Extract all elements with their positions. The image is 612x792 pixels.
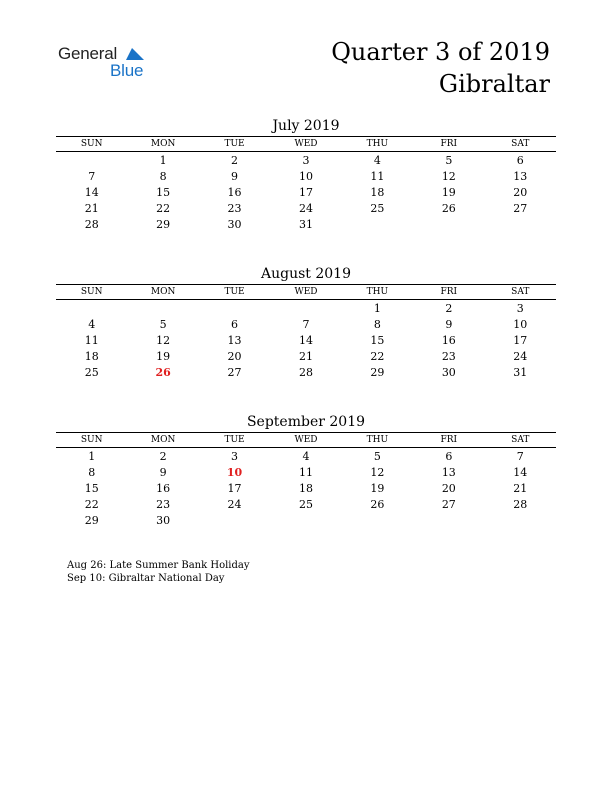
day-cell: 28 bbox=[298, 365, 313, 379]
weekday-header: TUE bbox=[199, 285, 270, 300]
day-cell: 22 bbox=[370, 349, 385, 363]
weekday-header-row bbox=[56, 285, 556, 300]
day-cell: 26 bbox=[370, 497, 385, 511]
day-cell: 29 bbox=[84, 513, 99, 527]
holiday-day-cell: 26 bbox=[155, 365, 171, 379]
weekday-header-row bbox=[56, 433, 556, 448]
holiday-notes bbox=[67, 559, 250, 585]
weekday-header: SUN bbox=[56, 433, 127, 448]
day-cell: 5 bbox=[159, 317, 167, 331]
day-cell: 3 bbox=[516, 301, 524, 315]
day-cell: 11 bbox=[84, 333, 99, 347]
day-cell: 14 bbox=[84, 185, 99, 199]
day-cell: 16 bbox=[227, 185, 242, 199]
day-cell: 10 bbox=[513, 317, 528, 331]
day-cell: 30 bbox=[441, 365, 456, 379]
day-cell: 23 bbox=[156, 497, 171, 511]
month-august bbox=[56, 264, 556, 380]
day-cell: 12 bbox=[441, 169, 456, 183]
day-cell: 6 bbox=[516, 153, 524, 167]
week-row bbox=[56, 200, 556, 216]
week-row bbox=[56, 512, 556, 528]
day-cell: 1 bbox=[88, 449, 96, 463]
day-cell: 29 bbox=[156, 217, 171, 231]
logo-text-blue: Blue bbox=[110, 61, 144, 80]
weekday-header: WED bbox=[270, 285, 341, 300]
day-cell: 16 bbox=[441, 333, 456, 347]
day-cell: 7 bbox=[516, 449, 524, 463]
day-cell: 25 bbox=[298, 497, 313, 511]
empty-day-cell bbox=[342, 512, 413, 528]
day-cell: 22 bbox=[156, 201, 171, 215]
day-cell: 21 bbox=[84, 201, 99, 215]
empty-day-cell bbox=[199, 300, 270, 317]
empty-day-cell bbox=[199, 512, 270, 528]
day-cell: 20 bbox=[227, 349, 242, 363]
day-cell: 15 bbox=[156, 185, 171, 199]
empty-day-cell bbox=[127, 300, 198, 317]
weekday-header: THU bbox=[342, 433, 413, 448]
weekday-header: TUE bbox=[199, 137, 270, 152]
weekday-header: FRI bbox=[413, 285, 484, 300]
weekday-header: THU bbox=[342, 285, 413, 300]
day-cell: 25 bbox=[84, 365, 99, 379]
day-cell: 17 bbox=[298, 185, 313, 199]
day-cell: 17 bbox=[227, 481, 242, 495]
day-cell: 11 bbox=[298, 465, 313, 479]
day-cell: 18 bbox=[84, 349, 99, 363]
day-cell: 23 bbox=[441, 349, 456, 363]
week-row bbox=[56, 152, 556, 169]
weekday-header: MON bbox=[127, 137, 198, 152]
holiday-note: Sep 10: Gibraltar National Day bbox=[67, 573, 225, 584]
empty-day-cell bbox=[56, 300, 127, 317]
day-cell: 15 bbox=[84, 481, 99, 495]
day-cell: 14 bbox=[513, 465, 528, 479]
week-row bbox=[56, 496, 556, 512]
day-cell: 9 bbox=[231, 169, 239, 183]
day-cell: 7 bbox=[302, 317, 310, 331]
day-cell: 20 bbox=[441, 481, 456, 495]
week-row bbox=[56, 216, 556, 232]
day-cell: 30 bbox=[156, 513, 171, 527]
logo-triangle-icon bbox=[122, 46, 146, 62]
day-cell: 8 bbox=[159, 169, 167, 183]
day-cell: 7 bbox=[88, 169, 96, 183]
weekday-header: MON bbox=[127, 285, 198, 300]
day-cell: 5 bbox=[445, 153, 453, 167]
country-title: Gibraltar bbox=[438, 70, 550, 98]
weekday-header: SAT bbox=[485, 285, 556, 300]
calendar-grid bbox=[56, 136, 556, 232]
weekday-header: SUN bbox=[56, 137, 127, 152]
day-cell: 4 bbox=[88, 317, 96, 331]
day-cell: 13 bbox=[227, 333, 242, 347]
day-cell: 21 bbox=[513, 481, 528, 495]
day-cell: 24 bbox=[298, 201, 313, 215]
weekday-header: MON bbox=[127, 433, 198, 448]
day-cell: 13 bbox=[441, 465, 456, 479]
weekday-header: WED bbox=[270, 137, 341, 152]
day-cell: 31 bbox=[298, 217, 313, 231]
day-cell: 8 bbox=[88, 465, 96, 479]
day-cell: 30 bbox=[227, 217, 242, 231]
weekday-header: SAT bbox=[485, 433, 556, 448]
calendar-grid bbox=[56, 432, 556, 528]
day-cell: 27 bbox=[513, 201, 528, 215]
empty-day-cell bbox=[413, 216, 484, 232]
day-cell: 4 bbox=[373, 153, 381, 167]
day-cell: 5 bbox=[373, 449, 381, 463]
day-cell: 25 bbox=[370, 201, 385, 215]
weekday-header: WED bbox=[270, 433, 341, 448]
generalblue-logo bbox=[58, 44, 158, 84]
month-title: September 2019 bbox=[246, 414, 366, 430]
day-cell: 19 bbox=[370, 481, 385, 495]
empty-day-cell bbox=[270, 512, 341, 528]
day-cell: 1 bbox=[159, 153, 167, 167]
day-cell: 21 bbox=[298, 349, 313, 363]
day-cell: 28 bbox=[84, 217, 99, 231]
week-row bbox=[56, 464, 556, 480]
weekday-header: SAT bbox=[485, 137, 556, 152]
day-cell: 2 bbox=[231, 153, 239, 167]
day-cell: 24 bbox=[227, 497, 242, 511]
calendar-grid bbox=[56, 284, 556, 380]
day-cell: 13 bbox=[513, 169, 528, 183]
month-september bbox=[56, 412, 556, 528]
day-cell: 6 bbox=[231, 317, 239, 331]
day-cell: 8 bbox=[373, 317, 381, 331]
weekday-header-row bbox=[56, 137, 556, 152]
day-cell: 19 bbox=[441, 185, 456, 199]
page-title bbox=[331, 36, 550, 100]
week-row bbox=[56, 168, 556, 184]
day-cell: 4 bbox=[302, 449, 310, 463]
weekday-header: SUN bbox=[56, 285, 127, 300]
day-cell: 14 bbox=[298, 333, 313, 347]
empty-day-cell bbox=[413, 512, 484, 528]
day-cell: 18 bbox=[370, 185, 385, 199]
day-cell: 26 bbox=[441, 201, 456, 215]
week-row bbox=[56, 348, 556, 364]
day-cell: 1 bbox=[373, 301, 381, 315]
day-cell: 3 bbox=[231, 449, 239, 463]
day-cell: 12 bbox=[156, 333, 171, 347]
day-cell: 27 bbox=[441, 497, 456, 511]
day-cell: 19 bbox=[156, 349, 171, 363]
day-cell: 24 bbox=[513, 349, 528, 363]
logo-text-general: General bbox=[58, 44, 118, 63]
day-cell: 17 bbox=[513, 333, 528, 347]
quarter-title: Quarter 3 of 2019 bbox=[331, 38, 550, 66]
weekday-header: THU bbox=[342, 137, 413, 152]
empty-day-cell bbox=[342, 216, 413, 232]
month-title: July 2019 bbox=[272, 118, 340, 134]
day-cell: 10 bbox=[298, 169, 313, 183]
day-cell: 28 bbox=[513, 497, 528, 511]
day-cell: 3 bbox=[302, 153, 310, 167]
empty-day-cell bbox=[56, 152, 127, 169]
day-cell: 6 bbox=[445, 449, 453, 463]
week-row bbox=[56, 184, 556, 200]
week-row bbox=[56, 480, 556, 496]
day-cell: 2 bbox=[445, 301, 453, 315]
holiday-note: Aug 26: Late Summer Bank Holiday bbox=[67, 560, 250, 571]
month-title: August 2019 bbox=[261, 266, 351, 282]
day-cell: 15 bbox=[370, 333, 385, 347]
empty-day-cell bbox=[270, 300, 341, 317]
day-cell: 22 bbox=[84, 497, 99, 511]
weekday-header: FRI bbox=[413, 433, 484, 448]
week-row bbox=[56, 448, 556, 465]
day-cell: 20 bbox=[513, 185, 528, 199]
week-row bbox=[56, 364, 556, 380]
day-cell: 9 bbox=[159, 465, 167, 479]
empty-day-cell bbox=[485, 216, 556, 232]
day-cell: 23 bbox=[227, 201, 242, 215]
day-cell: 27 bbox=[227, 365, 242, 379]
day-cell: 11 bbox=[370, 169, 385, 183]
week-row bbox=[56, 316, 556, 332]
week-row bbox=[56, 332, 556, 348]
weekday-header: TUE bbox=[199, 433, 270, 448]
week-row bbox=[56, 300, 556, 317]
empty-day-cell bbox=[485, 512, 556, 528]
weekday-header: FRI bbox=[413, 137, 484, 152]
day-cell: 18 bbox=[298, 481, 313, 495]
day-cell: 16 bbox=[156, 481, 171, 495]
day-cell: 9 bbox=[445, 317, 453, 331]
day-cell: 2 bbox=[159, 449, 167, 463]
holiday-day-cell: 10 bbox=[226, 465, 243, 479]
day-cell: 31 bbox=[513, 365, 528, 379]
day-cell: 29 bbox=[370, 365, 385, 379]
month-july bbox=[56, 116, 556, 232]
day-cell: 12 bbox=[370, 465, 385, 479]
